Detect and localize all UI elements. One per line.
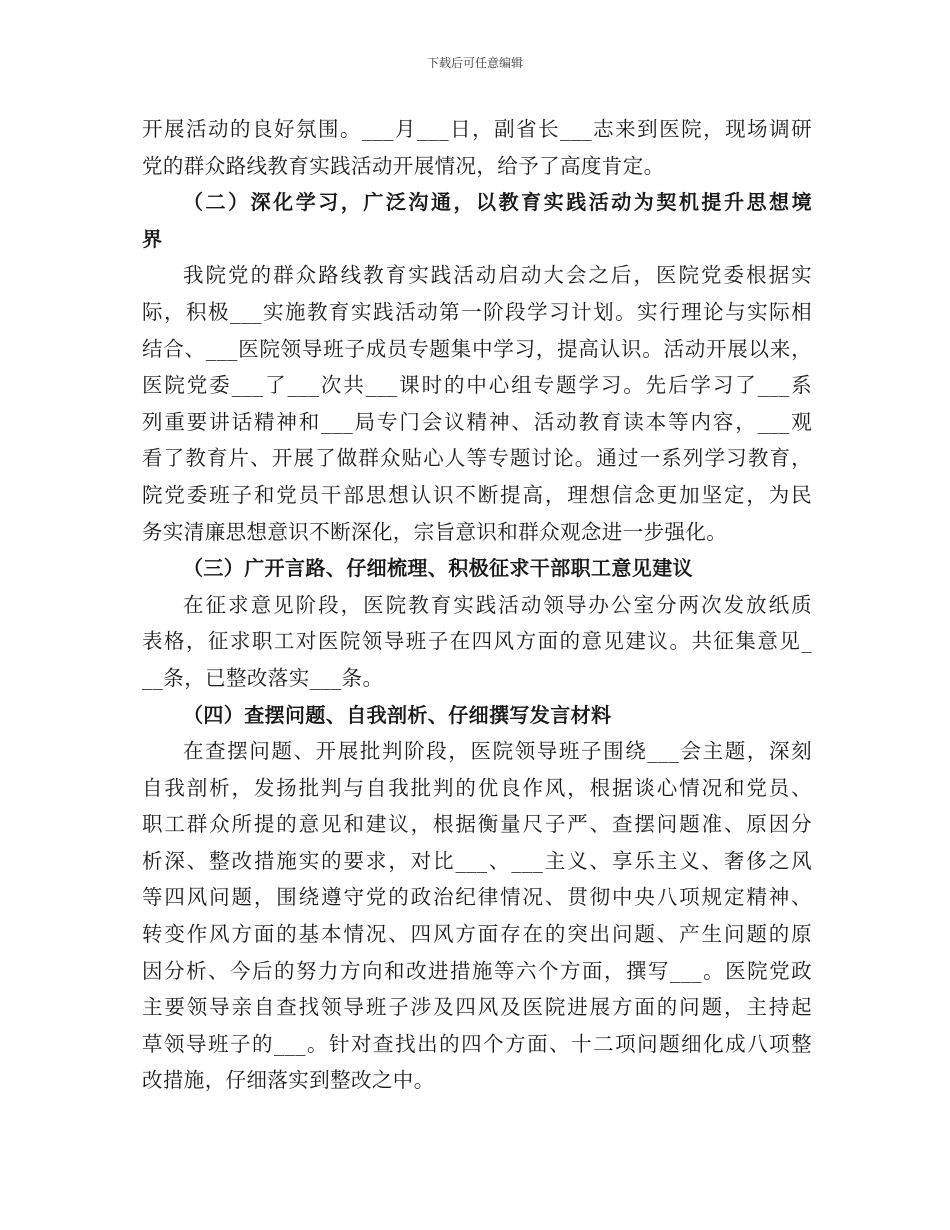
text-line: 职工群众所提的意见和建议，根据衡量尺子严、查摆问题准、原因分	[142, 812, 812, 837]
text-line: 因分析、今后的努力方向和改进措施等六个方面，撰写___。医院党政	[142, 958, 812, 983]
text-line: 自我剖析，发扬批判与自我批判的优良作风，根据谈心情况和党员、	[142, 775, 812, 800]
text-line: 表格，征求职工对医院领导班子在四风方面的意见建议。共征集意见_	[142, 629, 812, 654]
section-heading-2	[142, 184, 812, 257]
text-line: 析深、整改措施实的要求，对比___、___主义、享乐主义、奢侈之风	[142, 848, 812, 873]
text-line: 等四风问题，围绕遵守党的政治纪律情况、贯彻中央八项规定精神、	[142, 885, 812, 910]
section-heading-3	[142, 550, 812, 587]
text-line: 看了教育片、开展了做群众贴心人等专题讨论。通过一系列学习教育，	[142, 446, 812, 471]
text-line: 院党委班子和党员干部思想认识不断提高，理想信念更加坚定，为民	[142, 482, 812, 507]
paragraph-feedback	[142, 587, 812, 697]
paragraph-intro-continuation	[142, 111, 812, 184]
text-line: 务实清廉思想意识不断深化，宗旨意识和群众观念进一步强化。	[142, 519, 728, 544]
paragraph-study	[142, 257, 812, 550]
heading-line: （四）查摆问题、自我剖析、仔细撰写发言材料	[183, 702, 612, 727]
text-line: 在征求意见阶段，医院教育实践活动领导办公室分两次发放纸质	[183, 592, 812, 617]
text-line: 医院党委___了___次共___课时的中心组专题学习。先后学习了___系	[142, 373, 812, 398]
text-line: 主要领导亲自查找领导班子涉及四风及医院进展方面的问题，主持起	[142, 995, 812, 1020]
text-line: 列重要讲话精神和___局专门会议精神、活动教育读本等内容，___观	[142, 409, 812, 434]
text-line: 在查摆问题、开展批判阶段，医院领导班子围绕___会主题，深刻	[183, 739, 812, 764]
text-line: 转变作风方面的基本情况、四风方面存在的突出问题、产生问题的原	[142, 922, 812, 947]
page-header-note: 下载后可任意编辑	[426, 56, 523, 70]
heading-line: 界	[142, 226, 163, 251]
document-body	[142, 111, 812, 1099]
heading-line: （二）深化学习，广泛沟通，以教育实践活动为契机提升思想境	[183, 190, 812, 215]
text-line: 草领导班子的___。针对查找出的四个方面、十二项问题细化成八项整	[142, 1031, 812, 1056]
heading-line: （三）广开言路、仔细梳理、积极征求干部职工意见建议	[183, 556, 693, 581]
text-line: 改措施，仔细落实到整改之中。	[142, 1068, 435, 1093]
paragraph-self-analysis	[142, 733, 812, 1099]
text-line: __条，已整改落实___条。	[142, 665, 384, 690]
text-line: 我院党的群众路线教育实践活动启动大会之后，医院党委根据实	[183, 263, 812, 288]
section-heading-4	[142, 697, 812, 734]
text-line: 结合、___医院领导班子成员专题集中学习，提高认识。活动开展以来，	[142, 336, 812, 361]
text-line: 际，积极___实施教育实践活动第一阶段学习计划。实行理论与实际相	[142, 299, 812, 324]
text-line: 开展活动的良好氛围。___月___日，副省长___志来到医院，现场调研	[142, 117, 812, 141]
text-line: 党的群众路线教育实践活动开展情况，给予了高度肯定。	[142, 153, 665, 178]
